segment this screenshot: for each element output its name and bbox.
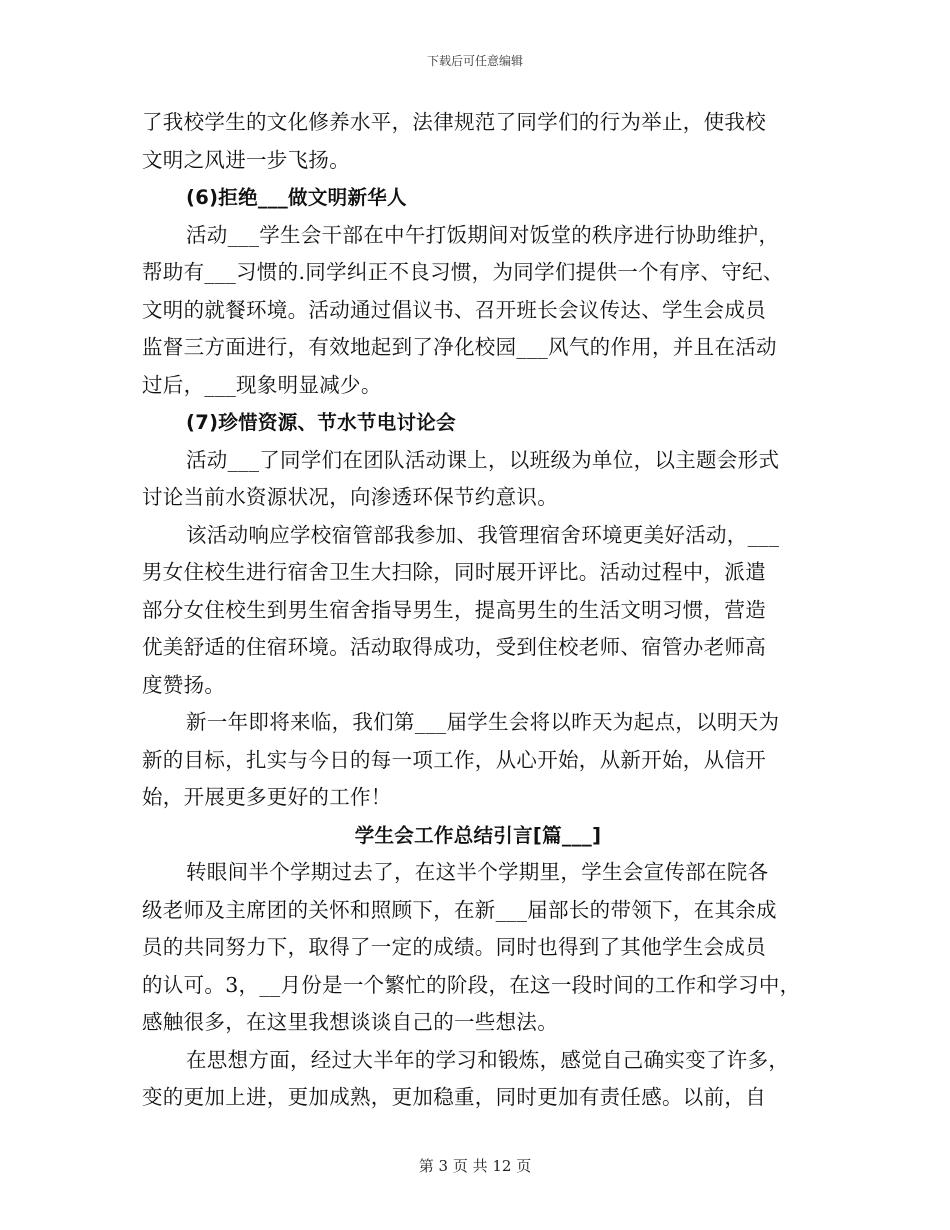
page-number: 第 3 页 共 12 页 — [418, 1157, 532, 1175]
body-line: 活动___了同学们在团队活动课上，以班级为单位，以主题会形式 — [186, 447, 780, 472]
body-line: 活动___学生会干部在中午打饭期间对饭堂的秩序进行协助维护， — [186, 222, 780, 247]
body-line: 监督三方面进行，有效地起到了净化校园___风气的作用，并且在活动 — [142, 335, 777, 359]
body-line: 转眼间半个学期过去了，在这半个学期里，学生会宣传部在院各 — [186, 860, 769, 884]
body-line: 新一年即将来临，我们第___届学生会将以昨天为起点，以明天为 — [186, 710, 780, 734]
body-line: 优美舒适的住宿环境。活动取得成功，受到住校老师、宿管办老师高 — [142, 635, 766, 659]
body-line: 始，开展更多更好的工作！ — [142, 785, 392, 809]
section-heading: (7)珍惜资源、节水节电讨论会 — [186, 411, 456, 434]
body-line: 文明的就餐环境。活动通过倡议书、召开班长会议传达、学生会成员 — [142, 297, 766, 322]
body-line: 该活动响应学校宿管部我参加、我管理宿舍环境更美好活动，___ — [186, 522, 780, 547]
body-line: 帮助有___习惯的.同学纠正不良习惯，为同学们提供一个有序、守纪、 — [142, 260, 784, 284]
document-body — [142, 104, 814, 1117]
body-line: 男女住校生进行宿舍卫生大扫除，同时展开评比。活动过程中，派遣 — [142, 560, 766, 584]
body-line: 度赞扬。 — [142, 672, 226, 697]
body-line: 感触很多，在这里我想谈谈自己的一些想法。 — [142, 1010, 558, 1034]
body-line: 新的目标，扎实与今日的每一项工作，从心开始，从新开始，从信开 — [142, 747, 766, 772]
body-line: 了我校学生的文化修养水平，法律规范了同学们的行为举止，使我校 — [142, 110, 766, 134]
body-line: 在思想方面，经过大半年的学习和锻炼，感觉自己确实变了许多， — [186, 1047, 790, 1072]
article-title: 学生会工作总结引言[篇___] — [354, 823, 602, 847]
body-line: 过后，___现象明显减少。 — [142, 372, 382, 397]
body-line: 讨论当前水资源状况，向渗透环保节约意识。 — [142, 485, 558, 509]
body-line: 文明之风进一步飞扬。 — [142, 147, 350, 172]
body-line: 部分女住校生到男生宿舍指导男生，提高男生的生活文明习惯，营造 — [142, 597, 766, 622]
body-line: 级老师及主席团的关怀和照顾下，在新___届部长的带领下，在其余成 — [142, 897, 777, 922]
section-heading: (6)拒绝___做文明新华人 — [186, 186, 407, 209]
page-header-note: 下载后可任意编辑 — [426, 54, 523, 68]
body-line: 的认可。3，__月份是一个繁忙的阶段，在这一段时间的工作和学习中， — [142, 972, 801, 997]
body-line: 员的共同努力下，取得了一定的成绩。同时也得到了其他学生会成员 — [142, 935, 766, 959]
body-line: 变的更加上进，更加成熟，更加稳重，同时更加有责任感。以前，自 — [142, 1085, 766, 1109]
